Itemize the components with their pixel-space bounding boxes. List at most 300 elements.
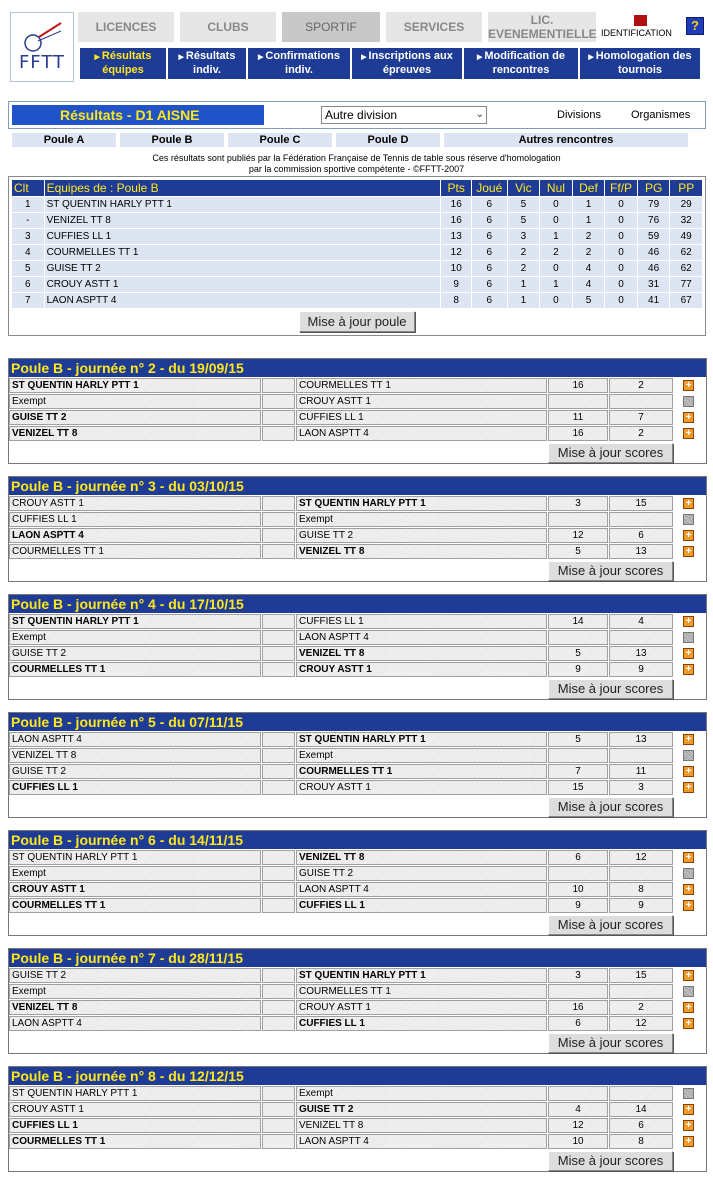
- paddle-icon: [21, 21, 65, 55]
- division-select[interactable]: [321, 106, 487, 124]
- team-b: CROUY ASTT 1: [296, 780, 547, 795]
- spacer-cell: [262, 426, 295, 441]
- tab-clubs[interactable]: CLUBS: [180, 12, 276, 42]
- help-icon[interactable]: ?: [686, 17, 704, 35]
- spacer-cell: [262, 866, 295, 881]
- standings-cell: 46: [637, 245, 670, 261]
- spacer-cell: [262, 1118, 295, 1133]
- arrow-right-icon: ▶: [476, 54, 483, 61]
- match-row: [9, 394, 706, 410]
- divisions-link[interactable]: Divisions: [557, 109, 602, 121]
- team-b: CUFFIES LL 1: [296, 614, 547, 629]
- update-scores-button[interactable]: Mise à jour scores: [548, 561, 673, 581]
- update-scores-button[interactable]: Mise à jour scores: [548, 1151, 673, 1171]
- detail-plus-icon[interactable]: +: [683, 900, 694, 911]
- update-scores-button[interactable]: Mise à jour scores: [548, 1033, 673, 1053]
- subtab-resultats-equipes[interactable]: [80, 48, 168, 79]
- update-poule-button[interactable]: Mise à jour poule: [299, 311, 415, 332]
- match-row: [9, 426, 706, 442]
- score-a: 16: [548, 378, 608, 393]
- match-row: [9, 1118, 706, 1134]
- match-row: [9, 882, 706, 898]
- team-b: Exempt: [296, 748, 547, 763]
- team-b: ST QUENTIN HARLY PTT 1: [296, 968, 547, 983]
- identification-link[interactable]: IDENTIFICATION: [601, 28, 672, 38]
- spacer-cell: [262, 850, 295, 865]
- disabled-detail-icon: [683, 750, 694, 761]
- match-row: [9, 898, 706, 914]
- spacer-cell: [262, 732, 295, 747]
- score-b: 3: [609, 780, 673, 795]
- subtab-modification-rencontres[interactable]: [464, 48, 580, 79]
- team-b: COURMELLES TT 1: [296, 378, 547, 393]
- score-a: 3: [548, 496, 608, 511]
- standings-cell: 5: [507, 213, 540, 229]
- spacer-cell: [262, 646, 295, 661]
- score-a: 12: [548, 528, 608, 543]
- score-b: 8: [609, 1134, 673, 1149]
- tab-lic-line1: LIC.: [530, 13, 554, 27]
- col-joue: Joué: [471, 180, 507, 197]
- score-a: 5: [548, 732, 608, 747]
- score-a: 11: [548, 410, 608, 425]
- team-name[interactable]: VENIZEL TT 8: [44, 213, 441, 229]
- team-a: Exempt: [9, 866, 261, 881]
- standings-cell: 0: [605, 213, 638, 229]
- standings-header-row: [12, 180, 703, 197]
- score-b: [609, 394, 673, 409]
- team-name[interactable]: CROUY ASTT 1: [44, 277, 441, 293]
- match-row: [9, 1134, 706, 1150]
- score-b: 7: [609, 410, 673, 425]
- team-a: ST QUENTIN HARLY PTT 1: [9, 614, 261, 629]
- team-name[interactable]: GUISE TT 2: [44, 261, 441, 277]
- team-a: GUISE TT 2: [9, 410, 261, 425]
- subtab-label: indiv.: [193, 64, 221, 76]
- subtab-homologation-tournois[interactable]: [580, 48, 702, 79]
- score-b: 4: [609, 614, 673, 629]
- score-b: [609, 1086, 673, 1101]
- tab-services[interactable]: SERVICES: [386, 12, 482, 42]
- detail-plus-icon[interactable]: +: [683, 1018, 694, 1029]
- standings-cell: 0: [605, 277, 638, 293]
- spacer-cell: [262, 1134, 295, 1149]
- score-b: [609, 512, 673, 527]
- team-b: CROUY ASTT 1: [296, 662, 547, 677]
- standings-box: [8, 176, 706, 336]
- journee-block: [8, 594, 707, 700]
- score-b: 13: [609, 544, 673, 559]
- team-b: GUISE TT 2: [296, 866, 547, 881]
- match-row: [9, 512, 706, 528]
- team-b: CUFFIES LL 1: [296, 1016, 547, 1031]
- team-a: ST QUENTIN HARLY PTT 1: [9, 850, 261, 865]
- tab-poule-b[interactable]: Poule B: [120, 133, 224, 147]
- score-a: 12: [548, 1118, 608, 1133]
- spacer-cell: [262, 378, 295, 393]
- spacer-cell: [262, 984, 295, 999]
- journee-block: [8, 1066, 707, 1172]
- standings-cell: 76: [637, 213, 670, 229]
- team-a: ST QUENTIN HARLY PTT 1: [9, 1086, 261, 1101]
- team-a: Exempt: [9, 984, 261, 999]
- journee-title: Poule B - journée n° 2 - du 19/09/15: [9, 359, 706, 377]
- journee-title: Poule B - journée n° 7 - du 28/11/15: [9, 949, 706, 967]
- standings-cell: 16: [441, 197, 472, 213]
- col-pg: PG: [637, 180, 670, 197]
- standings-cell: -: [12, 213, 45, 229]
- arrow-right-icon: ▶: [588, 54, 594, 61]
- spacer-cell: [262, 662, 295, 677]
- score-b: [609, 748, 673, 763]
- match-row: [9, 646, 706, 662]
- team-name[interactable]: ST QUENTIN HARLY PTT 1: [44, 197, 441, 213]
- score-b: 9: [609, 662, 673, 677]
- team-b: GUISE TT 2: [296, 1102, 547, 1117]
- standings-table: [11, 179, 703, 309]
- disabled-detail-icon: [683, 986, 694, 997]
- team-a: LAON ASPTT 4: [9, 1016, 261, 1031]
- standings-cell: 67: [670, 293, 703, 309]
- team-a: CROUY ASTT 1: [9, 1102, 261, 1117]
- standings-cell: 6: [471, 293, 507, 309]
- tab-lic-evenementielle[interactable]: [488, 12, 596, 42]
- standings-cell: 6: [471, 213, 507, 229]
- spacer-cell: [262, 630, 295, 645]
- match-row: [9, 1000, 706, 1016]
- col-clt: Clt: [12, 180, 45, 197]
- spacer-cell: [262, 544, 295, 559]
- spacer-cell: [262, 780, 295, 795]
- subtab-label: Modification de: [484, 50, 566, 62]
- update-scores-button[interactable]: Mise à jour scores: [548, 915, 673, 935]
- spacer-cell: [262, 1000, 295, 1015]
- standings-cell: 0: [605, 293, 638, 309]
- score-a: 10: [548, 882, 608, 897]
- arrow-right-icon: ▶: [178, 54, 184, 61]
- subtab-inscriptions[interactable]: [352, 48, 464, 79]
- score-a: [548, 984, 608, 999]
- score-a: 3: [548, 968, 608, 983]
- disabled-detail-icon: [683, 632, 694, 643]
- detail-plus-icon[interactable]: +: [683, 380, 694, 391]
- match-row: [9, 1102, 706, 1118]
- match-row: [9, 1016, 706, 1032]
- match-row: [9, 968, 706, 984]
- standings-cell: 6: [471, 261, 507, 277]
- page-title: Résultats - D1 AISNE: [12, 105, 264, 125]
- team-b: GUISE TT 2: [296, 528, 547, 543]
- score-a: [548, 866, 608, 881]
- spacer-cell: [262, 496, 295, 511]
- team-a: GUISE TT 2: [9, 646, 261, 661]
- team-a: ST QUENTIN HARLY PTT 1: [9, 378, 261, 393]
- score-b: 6: [609, 1118, 673, 1133]
- score-a: 15: [548, 780, 608, 795]
- spacer-cell: [262, 748, 295, 763]
- journee-block: [8, 358, 707, 464]
- identification-icon[interactable]: [634, 15, 647, 26]
- col-nul: Nul: [540, 180, 573, 197]
- team-name[interactable]: COURMELLES TT 1: [44, 245, 441, 261]
- standings-row: [12, 213, 703, 229]
- score-b: [609, 866, 673, 881]
- detail-plus-icon[interactable]: +: [683, 1120, 694, 1131]
- detail-plus-icon[interactable]: +: [683, 648, 694, 659]
- standings-cell: 77: [670, 277, 703, 293]
- team-a: VENIZEL TT 8: [9, 748, 261, 763]
- notice-line-1: Ces résultats sont publiés par la Fédération Française de Tennis de table sous réserve d'homologation: [152, 153, 561, 163]
- spacer-cell: [262, 882, 295, 897]
- match-row: [9, 850, 706, 866]
- score-a: 7: [548, 764, 608, 779]
- arrow-right-icon: ▶: [94, 54, 100, 61]
- match-row: [9, 780, 706, 796]
- subtab-label: indiv.: [285, 64, 313, 76]
- score-a: 6: [548, 1016, 608, 1031]
- update-scores-button[interactable]: Mise à jour scores: [548, 679, 673, 699]
- score-a: [548, 630, 608, 645]
- notice-line-2: par la commission sportive compétente - ©FFTT-2007: [248, 164, 465, 174]
- detail-plus-icon[interactable]: +: [683, 530, 694, 541]
- update-scores-button[interactable]: Mise à jour scores: [548, 797, 673, 817]
- team-b: Exempt: [296, 512, 547, 527]
- match-row: [9, 866, 706, 882]
- team-b: COURMELLES TT 1: [296, 764, 547, 779]
- standings-cell: 32: [670, 213, 703, 229]
- detail-plus-icon[interactable]: +: [683, 498, 694, 509]
- detail-plus-icon[interactable]: +: [683, 664, 694, 675]
- detail-plus-icon[interactable]: +: [683, 546, 694, 557]
- score-a: [548, 512, 608, 527]
- detail-plus-icon[interactable]: +: [683, 782, 694, 793]
- score-b: 12: [609, 850, 673, 865]
- team-a: COURMELLES TT 1: [9, 662, 261, 677]
- standings-cell: 6: [471, 229, 507, 245]
- subtab-label: Confirmations: [265, 50, 340, 62]
- score-b: 9: [609, 898, 673, 913]
- col-equipe: Equipes de : Poule B: [44, 180, 441, 197]
- detail-plus-icon[interactable]: +: [683, 884, 694, 895]
- score-b: 2: [609, 1000, 673, 1015]
- standings-cell: 13: [441, 229, 472, 245]
- team-name[interactable]: CUFFIES LL 1: [44, 229, 441, 245]
- results-header: [8, 101, 706, 129]
- score-a: 9: [548, 898, 608, 913]
- team-b: LAON ASPTT 4: [296, 882, 547, 897]
- team-a: COURMELLES TT 1: [9, 1134, 261, 1149]
- team-b: VENIZEL TT 8: [296, 646, 547, 661]
- team-b: LAON ASPTT 4: [296, 630, 547, 645]
- score-a: 16: [548, 1000, 608, 1015]
- subtab-label: tournois: [618, 64, 662, 76]
- score-b: 6: [609, 528, 673, 543]
- team-b: CUFFIES LL 1: [296, 410, 547, 425]
- score-a: [548, 748, 608, 763]
- tab-poule-a[interactable]: Poule A: [12, 133, 116, 147]
- score-a: 4: [548, 1102, 608, 1117]
- score-b: 15: [609, 496, 673, 511]
- score-b: 13: [609, 646, 673, 661]
- standings-cell: 6: [471, 277, 507, 293]
- score-a: 5: [548, 544, 608, 559]
- team-b: Exempt: [296, 1086, 547, 1101]
- standings-cell: 62: [670, 245, 703, 261]
- journee-title: Poule B - journée n° 4 - du 17/10/15: [9, 595, 706, 613]
- standings-cell: 79: [637, 197, 670, 213]
- standings-cell: 2: [572, 245, 605, 261]
- journee-block: [8, 830, 707, 936]
- standings-cell: 6: [471, 197, 507, 213]
- team-a: COURMELLES TT 1: [9, 544, 261, 559]
- standings-cell: 10: [441, 261, 472, 277]
- standings-cell: 3: [507, 229, 540, 245]
- tab-poule-c[interactable]: Poule C: [228, 133, 332, 147]
- score-a: [548, 394, 608, 409]
- standings-cell: 0: [605, 229, 638, 245]
- col-def: Def: [572, 180, 605, 197]
- subtab-label: Résultats: [101, 50, 152, 62]
- match-row: [9, 496, 706, 512]
- score-b: 8: [609, 882, 673, 897]
- col-pts: Pts: [441, 180, 472, 197]
- detail-plus-icon[interactable]: +: [683, 1136, 694, 1147]
- standings-cell: 0: [540, 261, 573, 277]
- team-a: LAON ASPTT 4: [9, 732, 261, 747]
- team-name[interactable]: LAON ASPTT 4: [44, 293, 441, 309]
- team-a: VENIZEL TT 8: [9, 1000, 261, 1015]
- score-b: 11: [609, 764, 673, 779]
- standings-cell: 62: [670, 261, 703, 277]
- match-row: [9, 1086, 706, 1102]
- standings-cell: 6: [471, 245, 507, 261]
- team-a: CUFFIES LL 1: [9, 512, 261, 527]
- team-b: COURMELLES TT 1: [296, 984, 547, 999]
- detail-plus-icon[interactable]: +: [683, 734, 694, 745]
- team-a: CROUY ASTT 1: [9, 882, 261, 897]
- journee-block: [8, 476, 707, 582]
- match-row: [9, 732, 706, 748]
- standings-cell: 29: [670, 197, 703, 213]
- spacer-cell: [262, 614, 295, 629]
- standings-cell: 5: [12, 261, 45, 277]
- match-row: [9, 528, 706, 544]
- standings-cell: 1: [540, 229, 573, 245]
- score-b: [609, 630, 673, 645]
- standings-cell: 16: [441, 213, 472, 229]
- subtab-label: équipes: [102, 64, 144, 76]
- score-b: 2: [609, 378, 673, 393]
- subtab-label: Résultats: [185, 50, 236, 62]
- subtab-resultats-indiv[interactable]: [168, 48, 248, 79]
- detail-plus-icon[interactable]: +: [683, 412, 694, 423]
- logo-text: FFTT: [18, 52, 66, 73]
- spacer-cell: [262, 512, 295, 527]
- standings-row: [12, 229, 703, 245]
- standings-cell: 2: [572, 229, 605, 245]
- tab-autres-rencontres[interactable]: Autres rencontres: [444, 133, 688, 147]
- detail-plus-icon[interactable]: +: [683, 852, 694, 863]
- detail-plus-icon[interactable]: +: [683, 1002, 694, 1013]
- journee-block: [8, 712, 707, 818]
- team-b: VENIZEL TT 8: [296, 850, 547, 865]
- standings-cell: 0: [540, 213, 573, 229]
- standings-cell: 12: [441, 245, 472, 261]
- standings-cell: 0: [540, 197, 573, 213]
- disabled-detail-icon: [683, 868, 694, 879]
- standings-cell: 1: [507, 293, 540, 309]
- team-a: GUISE TT 2: [9, 968, 261, 983]
- standings-cell: 41: [637, 293, 670, 309]
- disabled-detail-icon: [683, 396, 694, 407]
- organismes-link[interactable]: Organismes: [631, 109, 691, 121]
- team-a: VENIZEL TT 8: [9, 426, 261, 441]
- spacer-cell: [262, 764, 295, 779]
- standings-row: [12, 261, 703, 277]
- standings-cell: 8: [441, 293, 472, 309]
- col-pp: PP: [670, 180, 703, 197]
- spacer-cell: [262, 394, 295, 409]
- detail-plus-icon[interactable]: +: [683, 616, 694, 627]
- standings-cell: 2: [507, 261, 540, 277]
- spacer-cell: [262, 1086, 295, 1101]
- score-a: 5: [548, 646, 608, 661]
- arrow-right-icon: ▶: [258, 54, 264, 61]
- spacer-cell: [262, 968, 295, 983]
- standings-cell: 31: [637, 277, 670, 293]
- detail-plus-icon[interactable]: +: [683, 1104, 694, 1115]
- team-b: CROUY ASTT 1: [296, 1000, 547, 1015]
- journee-title: Poule B - journée n° 3 - du 03/10/15: [9, 477, 706, 495]
- detail-plus-icon[interactable]: +: [683, 970, 694, 981]
- arrow-right-icon: ▶: [361, 54, 367, 61]
- match-row: [9, 764, 706, 780]
- team-a: CUFFIES LL 1: [9, 1118, 261, 1133]
- tab-licences[interactable]: LICENCES: [78, 12, 174, 42]
- score-b: 14: [609, 1102, 673, 1117]
- score-b: [609, 984, 673, 999]
- score-b: 12: [609, 1016, 673, 1031]
- match-row: [9, 630, 706, 646]
- detail-plus-icon[interactable]: +: [683, 766, 694, 777]
- team-a: CROUY ASTT 1: [9, 496, 261, 511]
- journee-title: Poule B - journée n° 5 - du 07/11/15: [9, 713, 706, 731]
- spacer-cell: [262, 528, 295, 543]
- tab-poule-d[interactable]: Poule D: [336, 133, 440, 147]
- fftt-logo[interactable]: [10, 12, 74, 82]
- team-a: CUFFIES LL 1: [9, 780, 261, 795]
- spacer-cell: [262, 898, 295, 913]
- standings-cell: 6: [12, 277, 45, 293]
- team-a: Exempt: [9, 394, 261, 409]
- update-scores-button[interactable]: Mise à jour scores: [548, 443, 673, 463]
- chevron-down-icon: ⌄: [475, 109, 484, 120]
- match-row: [9, 378, 706, 394]
- score-a: 10: [548, 1134, 608, 1149]
- standings-row: [12, 245, 703, 261]
- tab-sportif[interactable]: SPORTIF: [282, 12, 380, 42]
- standings-cell: 59: [637, 229, 670, 245]
- standings-cell: 7: [12, 293, 45, 309]
- team-a: LAON ASPTT 4: [9, 528, 261, 543]
- team-a: COURMELLES TT 1: [9, 898, 261, 913]
- detail-plus-icon[interactable]: +: [683, 428, 694, 439]
- journee-block: [8, 948, 707, 1054]
- score-b: 15: [609, 968, 673, 983]
- standings-cell: 49: [670, 229, 703, 245]
- subtab-confirmations-indiv[interactable]: [248, 48, 352, 79]
- match-row: [9, 410, 706, 426]
